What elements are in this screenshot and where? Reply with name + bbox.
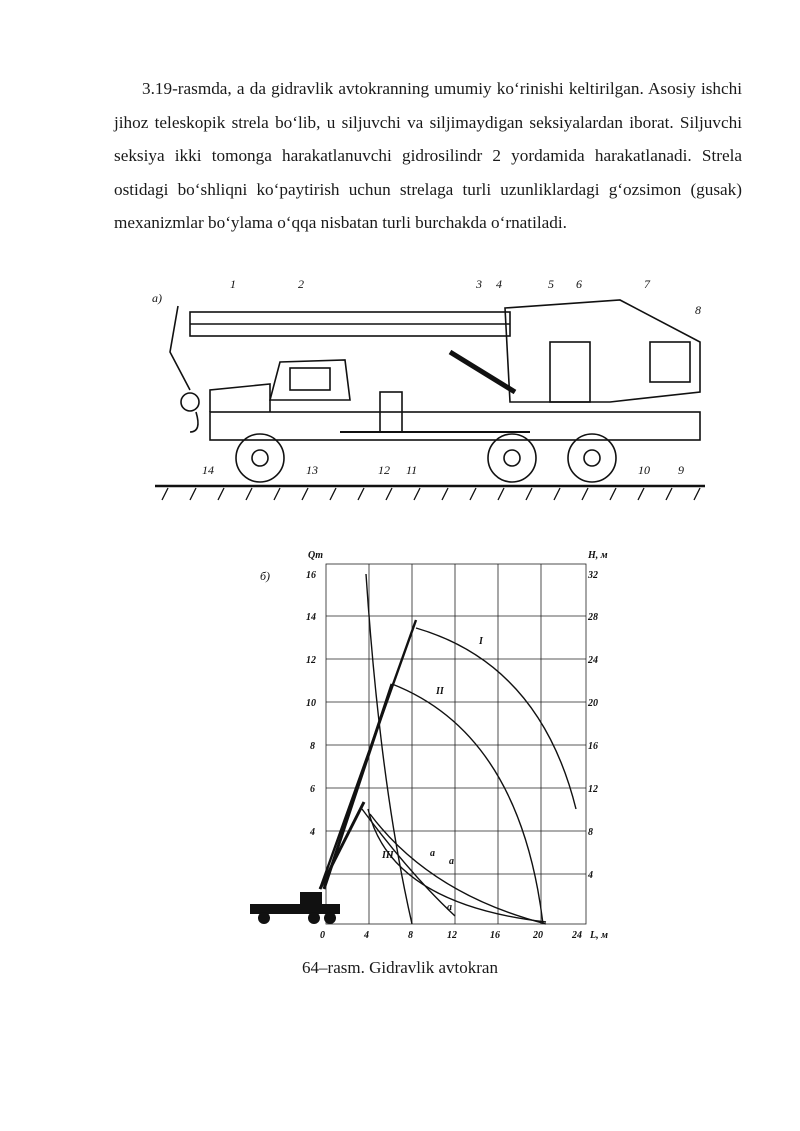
callout-3: 3: [476, 277, 482, 291]
bottom-tick: 0: [320, 930, 325, 941]
panel-a-label: a): [152, 291, 162, 305]
right-tick: 4: [588, 870, 593, 881]
callout-11: 11: [406, 463, 418, 477]
bottom-tick: 16: [490, 930, 500, 941]
bottom-tick: 12: [447, 930, 457, 941]
bottom-tick: 20: [533, 930, 543, 941]
left-tick: 6: [310, 784, 315, 795]
callout-5: 5: [548, 277, 554, 291]
callout-14: 14: [202, 463, 214, 477]
callout-2: 2: [298, 277, 304, 291]
curve-label-a: a: [447, 902, 452, 913]
bottom-tick: 24: [572, 930, 582, 941]
callout-1: 1: [230, 277, 236, 291]
callout-9: 9: [678, 463, 684, 477]
right-tick: 12: [588, 784, 598, 795]
left-tick: 4: [310, 827, 315, 838]
right-tick: 16: [588, 741, 598, 752]
body-paragraph: 3.19-rasmda, a da gidravlik avtokranning umumiy ko‘rinishi keltirilgan. Asosiy ishchi jihoz teleskopik strela bo‘lib, u siljuvchi va siljimaydigan seksiyalardan iborat. Siljuvchi seksiya ikki tomonga harakatlanuvchi gidrosilindr 2 yordamida harakatlanadi. Strela ostidagi bo‘shliqni ko‘paytirish uchun strelaga turli uzunliklardagi g‘ozsimon (gusak) mexanizmlar bo‘ylama o‘qqa nisbatan turli burchakda o‘rnatiladi.: [114, 79, 742, 233]
left-axis-label: Qт: [308, 550, 323, 561]
callout-7: 7: [644, 277, 650, 291]
left-tick: 12: [306, 655, 316, 666]
callout-8: 8: [695, 303, 701, 317]
right-axis-label: H, м: [588, 550, 608, 561]
bottom-tick: 8: [408, 930, 413, 941]
load-height-diagram: [240, 544, 620, 944]
left-tick: 14: [306, 612, 316, 623]
right-tick: 8: [588, 827, 593, 838]
callout-4: 4: [496, 277, 502, 291]
curve-label-a: a: [449, 856, 454, 867]
right-tick: 20: [588, 698, 598, 709]
curve-label-a: a: [430, 848, 435, 859]
truck-crane-drawing: [150, 272, 710, 504]
callout-6: 6: [576, 277, 582, 291]
figure-caption: 64–rasm. Gidravlik avtokran: [302, 958, 498, 977]
curve-label-iii: III: [382, 850, 394, 861]
right-tick: 28: [588, 612, 598, 623]
left-tick: 10: [306, 698, 316, 709]
callout-13: 13: [306, 463, 318, 477]
right-tick: 24: [588, 655, 598, 666]
bottom-axis-label: L, м: [590, 930, 608, 941]
bottom-tick: 4: [364, 930, 369, 941]
panel-b-label: б): [260, 569, 271, 583]
callout-10: 10: [638, 463, 650, 477]
left-tick: 16: [306, 570, 316, 581]
callout-12: 12: [378, 463, 390, 477]
curve-label-i: I: [479, 636, 483, 647]
left-tick: 8: [310, 741, 315, 752]
curve-label-ii: II: [436, 686, 444, 697]
right-tick: 32: [588, 570, 598, 581]
